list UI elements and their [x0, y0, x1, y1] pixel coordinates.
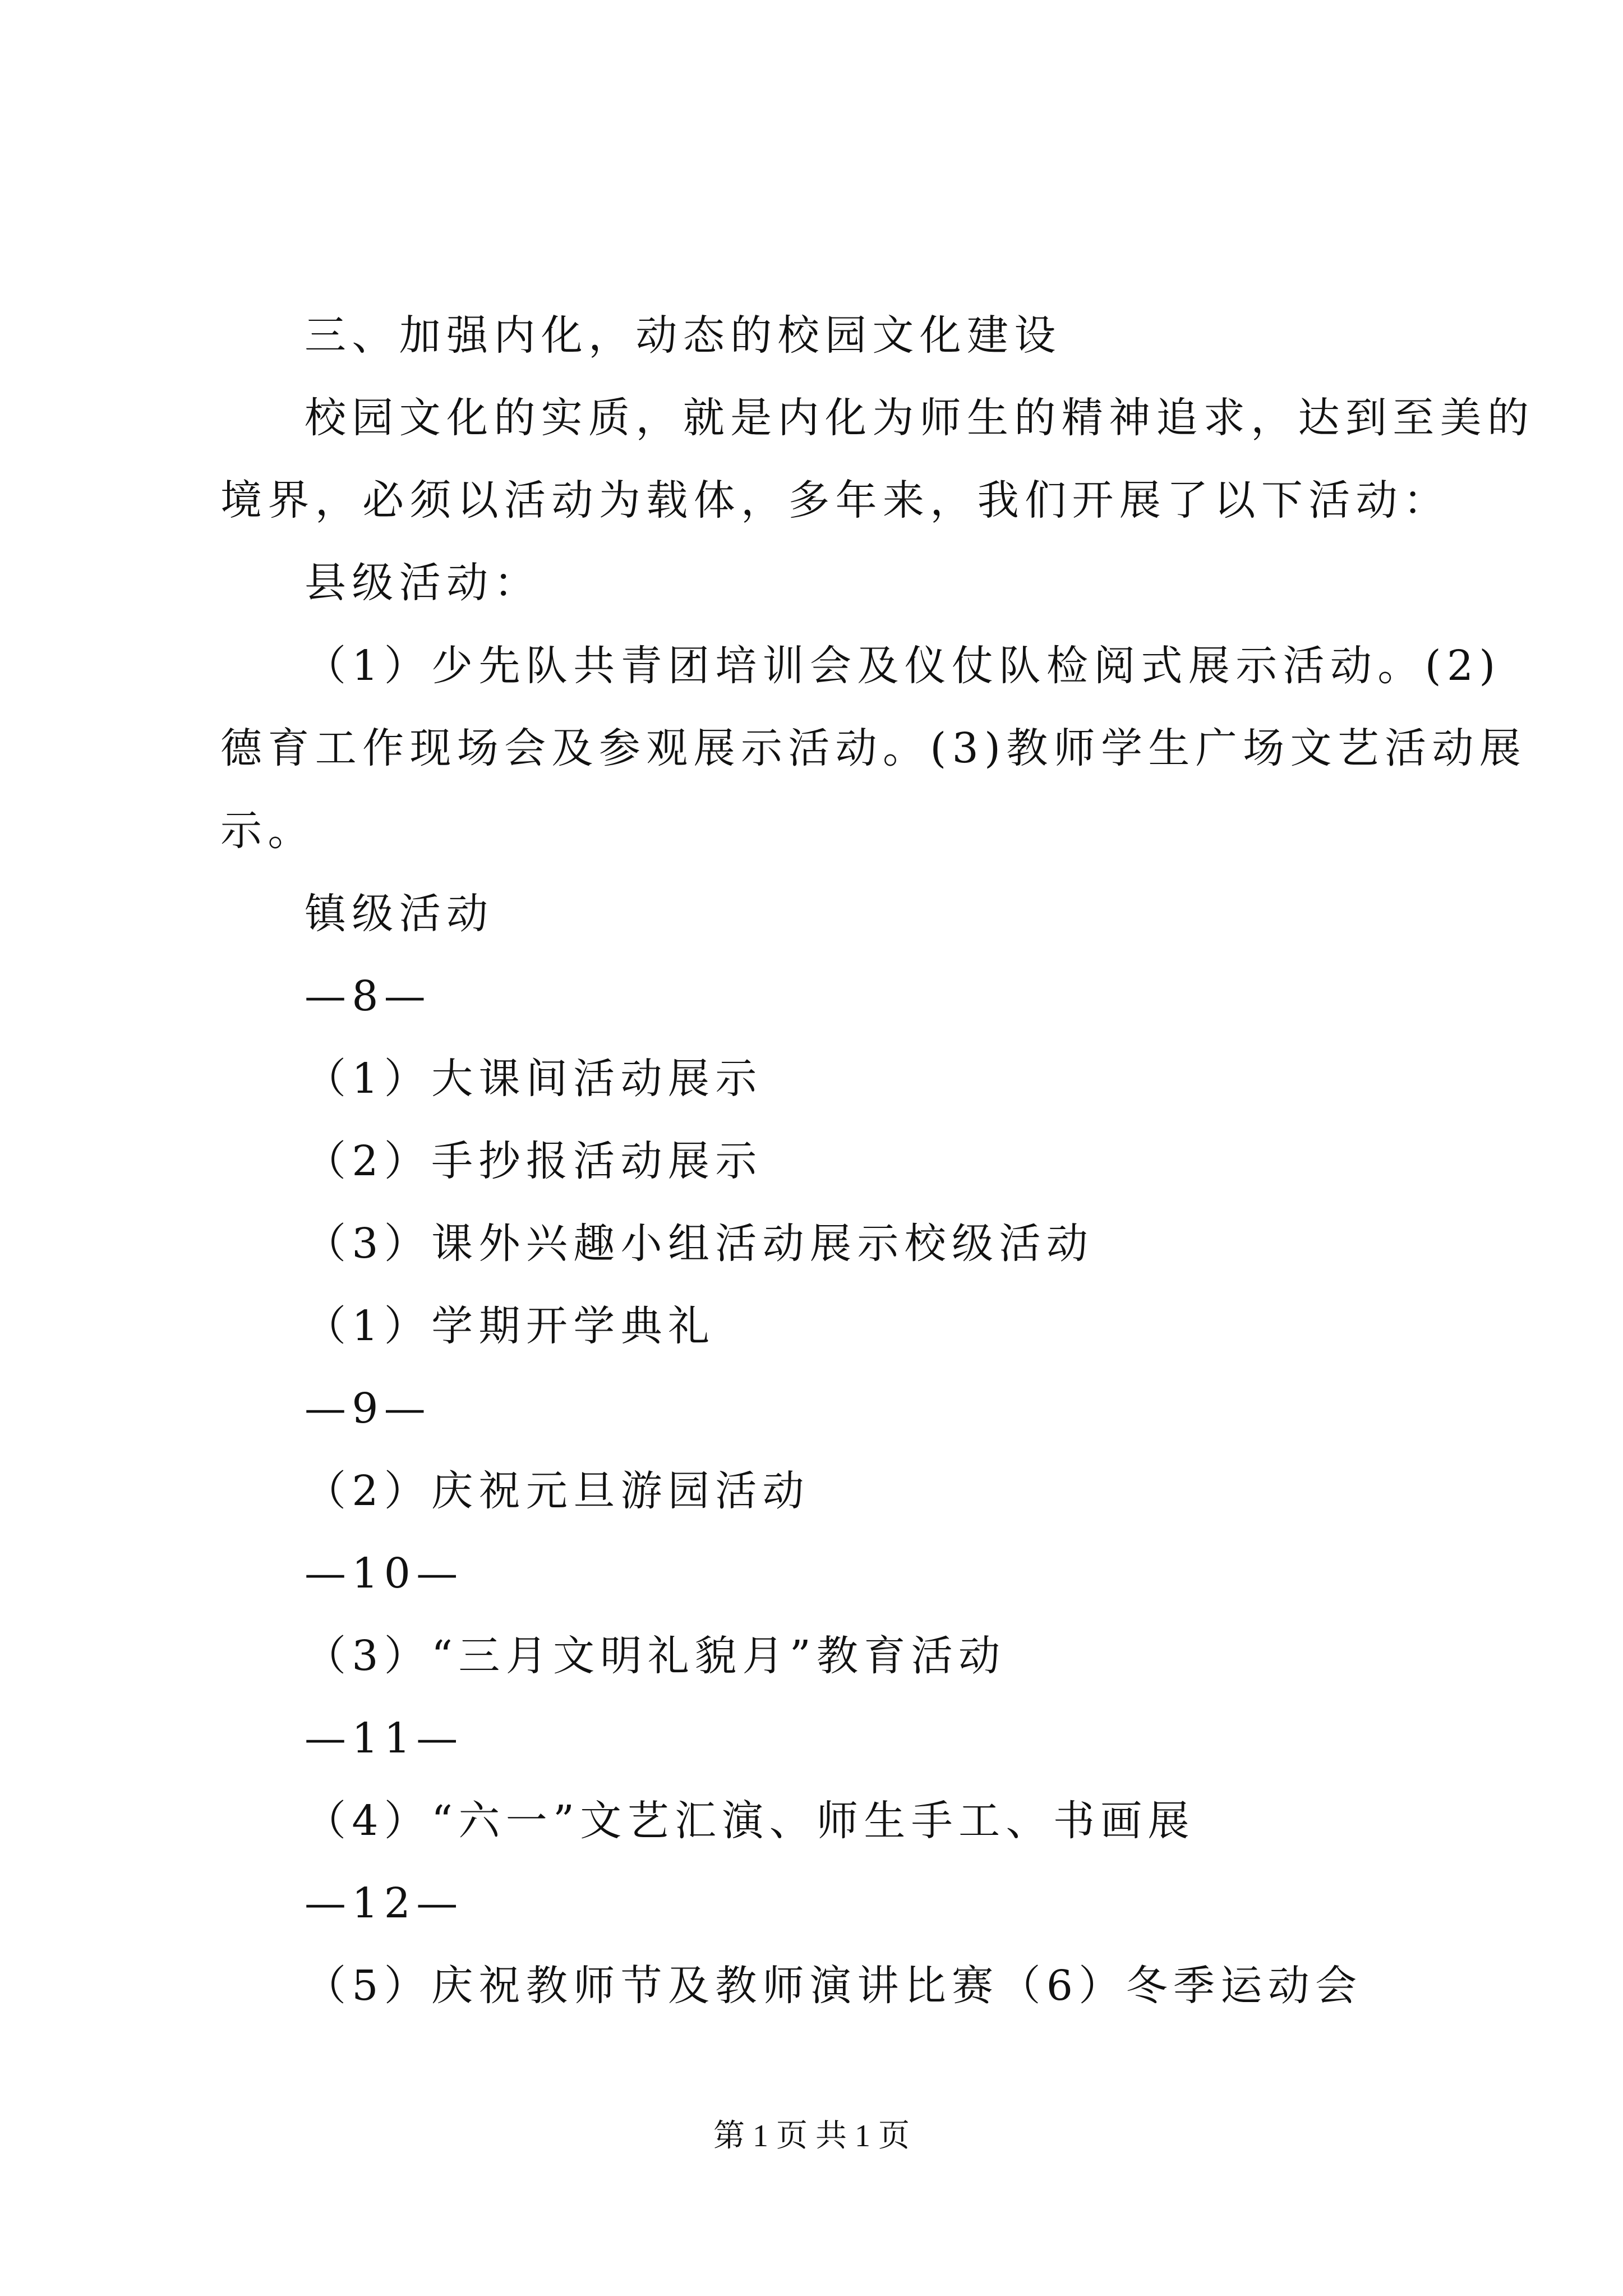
- paragraph-line: 校园文化的实质，就是内化为师生的精神追求，达到至美的: [305, 394, 1535, 442]
- list-item: （4）“六一”文艺汇演、师生手工、书画展: [305, 1797, 1195, 1845]
- list-item: （5）庆祝教师节及教师演讲比赛（6）冬季运动会: [305, 1962, 1363, 2010]
- page-footer: 第 1 页 共 1 页: [713, 2119, 910, 2154]
- list-item: （2）手抄报活动展示: [305, 1137, 763, 1185]
- page-marker: —8—: [305, 972, 432, 1020]
- page-marker: —11—: [305, 1714, 464, 1763]
- page-marker: —10—: [305, 1549, 464, 1598]
- list-item: （3）课外兴趣小组活动展示校级活动: [305, 1220, 1094, 1268]
- list-item: （1）大课间活动展示: [305, 1055, 763, 1103]
- paragraph-line: 境界，必须以活动为载体，多年来，我们开展了以下活动：: [220, 476, 1451, 524]
- page-marker: —9—: [305, 1384, 432, 1433]
- list-item: （1）学期开学典礼: [305, 1302, 716, 1350]
- section-heading: 三、加强内化，动态的校园文化建设: [305, 311, 1062, 360]
- list-item: （2）庆祝元旦游园活动: [305, 1467, 810, 1515]
- list-item: （3）“三月文明礼貌月”教育活动: [305, 1632, 1006, 1680]
- subheading-town: 镇级活动: [305, 890, 494, 938]
- paragraph-line: （1）少先队共青团培训会及仪仗队检阅式展示活动。(2): [305, 642, 1501, 690]
- subheading-county: 县级活动：: [305, 559, 541, 607]
- paragraph-line: 德育工作现场会及参观展示活动。(3)教师学生广场文艺活动展: [220, 724, 1527, 772]
- page-marker: —12—: [305, 1879, 464, 1927]
- paragraph-line: 示。: [220, 807, 315, 855]
